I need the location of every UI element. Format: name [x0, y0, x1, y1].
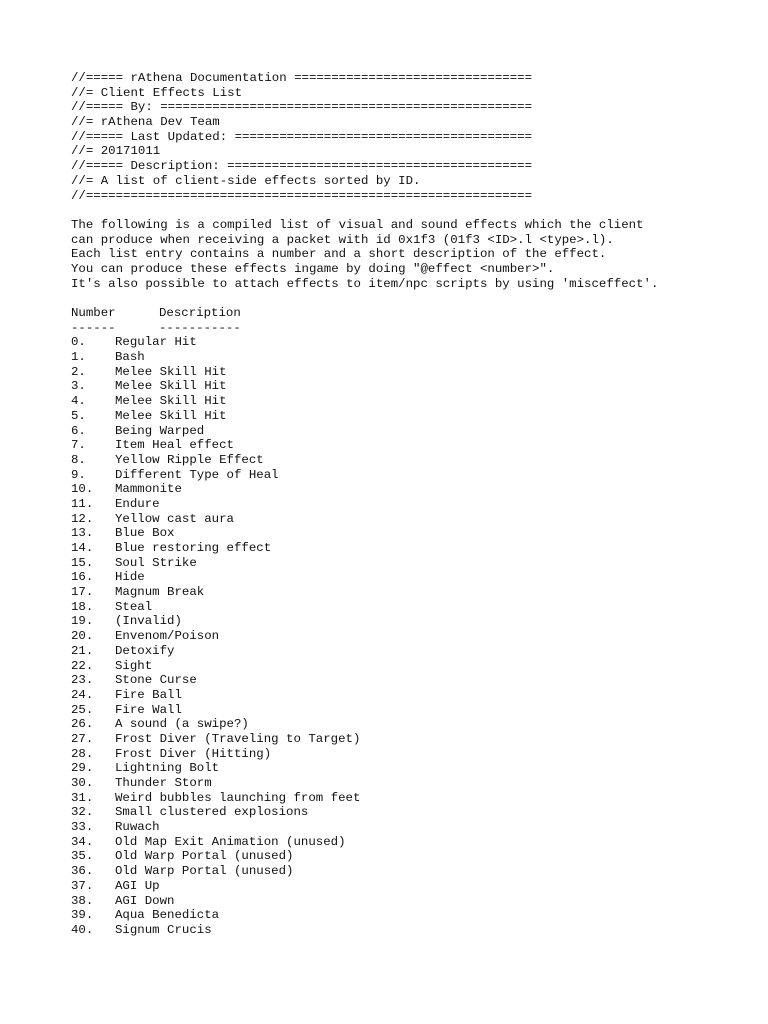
rule-number: ------: [71, 320, 116, 335]
effect-description: Melee Skill Hit: [115, 408, 227, 423]
effect-description: Fire Wall: [115, 702, 182, 717]
effect-number: 6.: [71, 423, 86, 438]
effect-number: 15.: [71, 555, 94, 570]
table-row: [71, 703, 658, 718]
table-row: [71, 556, 658, 571]
effect-number: 8.: [71, 452, 86, 467]
header-line: //===== By: ==================================================: [71, 100, 533, 115]
effect-number: 39.: [71, 908, 94, 923]
effect-description: Blue restoring effect: [115, 541, 272, 555]
table-header: [71, 306, 658, 321]
table-row: [71, 350, 658, 365]
effect-number: 27.: [71, 731, 94, 746]
table-body: [71, 335, 658, 937]
effect-description: Hide: [115, 570, 145, 585]
effect-description: Steal: [115, 599, 153, 614]
effect-number: 4.: [71, 394, 86, 409]
effect-number: 24.: [71, 687, 94, 702]
effect-number: 31.: [71, 790, 94, 805]
effect-description: Melee Skill Hit: [115, 379, 227, 394]
intro-line: Each list entry contains a number and a short description of the effect.: [71, 247, 607, 262]
effect-number: 14.: [71, 541, 94, 555]
table-row: [71, 747, 658, 762]
effect-number: 30.: [71, 776, 94, 790]
table-row: [71, 335, 658, 350]
effect-number: 13.: [71, 526, 94, 541]
table-row: [71, 541, 658, 556]
effect-number: 37.: [71, 878, 94, 893]
table-row: [71, 629, 658, 644]
table-row: [71, 497, 658, 512]
rule-description: -----------: [159, 320, 241, 335]
table-row: [71, 864, 658, 879]
table-row: [71, 453, 658, 468]
effect-description: Melee Skill Hit: [115, 394, 227, 409]
header-line: //= rAthena Dev Team: [71, 115, 220, 130]
table-row: [71, 585, 658, 600]
effect-description: Endure: [115, 496, 160, 511]
effect-description: AGI Down: [115, 893, 175, 908]
effect-number: 34.: [71, 834, 94, 849]
table-row: [71, 894, 658, 909]
effect-number: 16.: [71, 570, 94, 585]
effect-number: 29.: [71, 761, 94, 776]
table-row: [71, 526, 658, 541]
table-row: [71, 849, 658, 864]
effect-number: 9.: [71, 467, 86, 482]
table-row: [71, 688, 658, 703]
intro-line: can produce when receiving a packet with id 0x1f3 (01f3 <ID>.l <type>.l).: [71, 232, 614, 247]
blank-line: [71, 291, 658, 306]
table-row: [71, 791, 658, 806]
effect-description: Weird bubbles launching from feet: [115, 790, 361, 805]
header-line: //===== rAthena Documentation ================================: [71, 71, 533, 85]
effect-description: Bash: [115, 350, 145, 365]
effect-description: Detoxify: [115, 643, 175, 658]
header-line: //============================================================: [71, 188, 533, 203]
effect-number: 23.: [71, 673, 94, 688]
table-row: [71, 600, 658, 615]
effect-number: 21.: [71, 643, 94, 658]
table-row: [71, 644, 658, 659]
effect-description: Lightning Bolt: [115, 761, 220, 776]
table-row: [71, 776, 658, 791]
table-row: [71, 761, 658, 776]
document-page: [71, 71, 658, 938]
effect-number: 3.: [71, 379, 86, 394]
table-row: [71, 424, 658, 439]
effect-description: Yellow cast aura: [115, 511, 234, 526]
effect-number: 10.: [71, 482, 94, 497]
effect-description: Envenom/Poison: [115, 629, 220, 644]
table-row: [71, 468, 658, 483]
effect-description: Regular Hit: [115, 335, 197, 350]
table-row: [71, 923, 658, 938]
column-header-description: Description: [159, 306, 241, 320]
table-row: [71, 409, 658, 424]
effect-number: 18.: [71, 599, 94, 614]
table-row: [71, 673, 658, 688]
effect-description: Yellow Ripple Effect: [115, 452, 264, 467]
effect-description: Thunder Storm: [115, 776, 212, 790]
table-row: [71, 438, 658, 453]
intro-line: The following is a compiled list of visual and sound effects which the client: [71, 217, 644, 232]
effect-description: Stone Curse: [115, 673, 197, 688]
effect-description: Melee Skill Hit: [115, 364, 227, 379]
effect-description: A sound (a swipe?): [115, 717, 249, 732]
column-header-number: Number: [71, 306, 116, 320]
effect-description: Fire Ball: [115, 687, 182, 702]
effect-number: 25.: [71, 702, 94, 717]
header-block: [71, 71, 658, 203]
effect-description: Frost Diver (Hitting): [115, 746, 272, 761]
effect-number: 22.: [71, 658, 94, 673]
effect-number: 38.: [71, 893, 94, 908]
effect-number: 1.: [71, 350, 86, 365]
header-line: //= Client Effects List: [71, 85, 243, 100]
effect-number: 5.: [71, 408, 86, 423]
table-row: [71, 379, 658, 394]
effect-description: Small clustered explosions: [115, 805, 309, 820]
effect-number: 7.: [71, 438, 86, 453]
table-row: [71, 394, 658, 409]
effect-number: 20.: [71, 629, 94, 644]
effect-description: Magnum Break: [115, 585, 205, 600]
effect-description: Old Warp Portal (unused): [115, 864, 294, 879]
table-row: [71, 879, 658, 894]
effect-number: 28.: [71, 746, 94, 761]
table-row: [71, 659, 658, 674]
table-row: [71, 732, 658, 747]
effect-number: 26.: [71, 717, 94, 732]
effect-description: Signum Crucis: [115, 922, 212, 937]
table-row: [71, 570, 658, 585]
table-row: [71, 365, 658, 380]
header-line: //===== Last Updated: ========================================: [71, 129, 533, 144]
table-row: [71, 820, 658, 835]
table-row: [71, 908, 658, 923]
effect-description: Mammonite: [115, 482, 182, 497]
table-row: [71, 717, 658, 732]
effect-number: 17.: [71, 585, 94, 600]
effect-number: 0.: [71, 335, 86, 350]
effect-description: Different Type of Heal: [115, 467, 279, 482]
effect-number: 11.: [71, 496, 94, 511]
header-line: //= A list of client-side effects sorted by ID.: [71, 173, 421, 188]
effect-description: Frost Diver (Traveling to Target): [115, 731, 361, 746]
effect-description: Aqua Benedicta: [115, 908, 220, 923]
effect-number: 32.: [71, 805, 94, 820]
table-row: [71, 512, 658, 527]
effect-number: 35.: [71, 849, 94, 864]
effect-description: Item Heal effect: [115, 438, 234, 453]
effect-description: Old Warp Portal (unused): [115, 849, 294, 864]
effect-number: 36.: [71, 864, 94, 879]
effect-description: (Invalid): [115, 614, 182, 629]
blank-line: [71, 203, 658, 218]
effect-number: 33.: [71, 820, 94, 835]
effect-description: Blue Box: [115, 526, 175, 541]
effect-description: AGI Up: [115, 878, 160, 893]
effect-description: Ruwach: [115, 820, 160, 835]
intro-line: You can produce these effects ingame by doing "@effect <number>".: [71, 261, 555, 276]
intro-block: [71, 218, 658, 291]
table-row: [71, 614, 658, 629]
table-header-rule: [71, 321, 658, 336]
header-line: //= 20171011: [71, 144, 161, 159]
table-row: [71, 805, 658, 820]
effect-number: 12.: [71, 511, 94, 526]
table-row: [71, 835, 658, 850]
effect-number: 2.: [71, 364, 86, 379]
header-line: //===== Description: =========================================: [71, 159, 533, 174]
effect-description: Sight: [115, 658, 153, 673]
effect-number: 19.: [71, 614, 94, 629]
effect-description: Being Warped: [115, 423, 205, 438]
effect-number: 40.: [71, 922, 94, 937]
effects-table: [71, 306, 658, 938]
effect-description: Old Map Exit Animation (unused): [115, 834, 346, 849]
intro-line: It's also possible to attach effects to item/npc scripts by using 'misceffect'.: [71, 276, 659, 291]
table-row: [71, 482, 658, 497]
effect-description: Soul Strike: [115, 555, 197, 570]
